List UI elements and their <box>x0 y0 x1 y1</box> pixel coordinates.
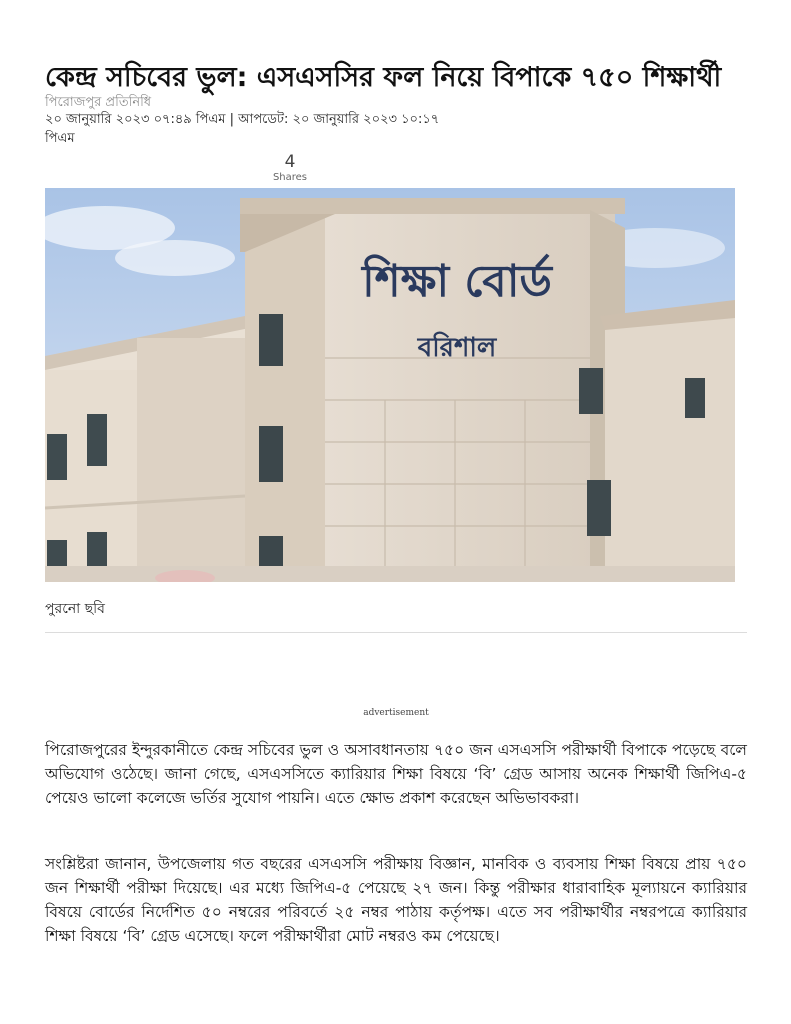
article-photo <box>45 188 735 582</box>
share-label: Shares <box>272 172 308 183</box>
share-count: 4 <box>284 152 296 172</box>
article-paragraph: পিরোজপুরের ইন্দুরকানীতে কেন্দ্র সচিবের ভুল ও অসাবধানতায় ৭৫০ জন এসএসসি পরীক্ষার্থী বিপাকে পড়েছে বলে অভিযোগ ওঠেছে। জানা গেছে, এসএসসিতে ক্যারিয়ার শিক্ষা বিষয়ে ‘বি’ গ্রেড আসায় অনেক শিক্ষার্থী জিপিএ-৫ পেয়েও ভালো কলেজে ভর্তির সুযোগ পায়নি। এতে ক্ষোভ প্রকাশ করেছেন অভিভাবকরা। <box>45 741 747 807</box>
publish-update-timestamp: ২০ জানুয়ারি ২০২৩ ০৭:৪৯ পিএম | আপডেট: ২০ জানুয়ারি ২০২৩ ১০:১৭ পিএম <box>45 112 440 146</box>
article-paragraph: সংশ্লিষ্টরা জানান, উপজেলায় গত বছরের এসএসসি পরীক্ষায় বিজ্ঞান, মানবিক ও ব্যবসায় শিক্ষা বিষয়ে প্রায় ৭৫০ জন শিক্ষার্থী পরীক্ষা দিয়েছে। এর মধ্যে জিপিএ-৫ পেয়েছে ২৭ জন। কিন্তু পরীক্ষার ধারাবাহিক মূল্যায়নে ক্যারিয়ার বিষয়ে বোর্ডের নির্দেশিত ৫০ নম্বরের পরিবর্তে ২৫ নম্বর পাঠায় কর্তৃপক্ষ। এতে সব পরীক্ষার্থীর নম্বরপত্রে ক্যারিয়ার শিক্ষা বিষয়ে ‘বি’ গ্রেড এসেছে। ফলে পরীক্ষার্থীরা মোট নম্বরও কম পেয়েছে। <box>45 855 747 945</box>
share-counter[interactable] <box>250 152 330 184</box>
article-headline: কেন্দ্র সচিবের ভুল: এসএসসির ফল নিয়ে বিপাকে ৭৫০ শিক্ষার্থী <box>45 62 722 94</box>
sign-title-text: শিক্ষা বোর্ড <box>362 256 552 307</box>
advertisement-label: advertisement <box>363 708 429 718</box>
photo-caption: পুরনো ছবি <box>45 601 105 617</box>
author-byline[interactable]: পিরোজপুর প্রতিনিধি <box>45 95 152 110</box>
sign-subtitle-text: বরিশাল <box>417 333 497 363</box>
divider <box>45 632 747 633</box>
